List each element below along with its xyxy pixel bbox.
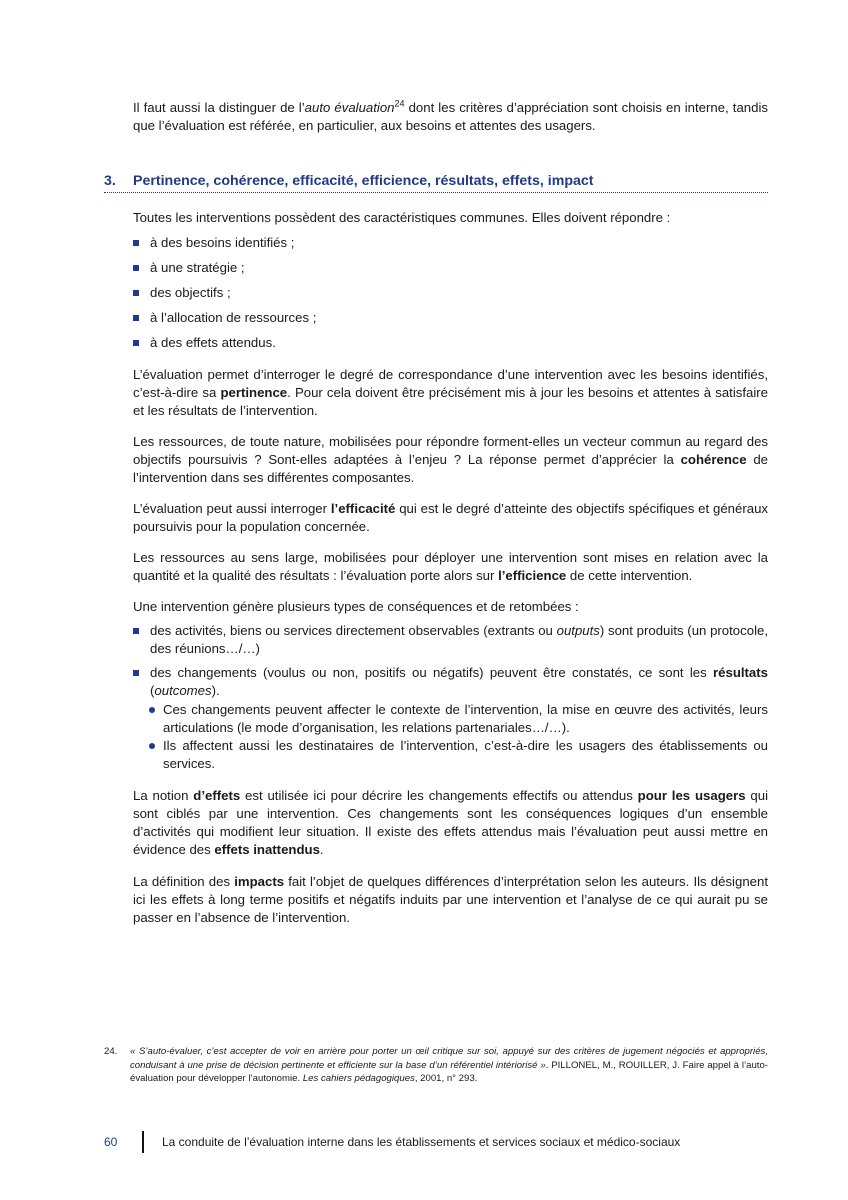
term-resultats: résultats [713,665,768,680]
list-item: à des besoins identifiés ; [133,234,768,252]
list-item: Ils affectent aussi les destinataires de l’intervention, c’est-à-dire les usagers des établissements ou services. [133,737,768,773]
footnote-text: « S’auto-évaluer, c’est accepter de voir en arrière pour porter un œil critique sur soi, appuyé sur des critères de jugement négociés et appropriés, conduisant à une prise de décision pertinente et efficiente sur la base d’un référentiel intériorisé ». PILLONEL, M., ROUILLER, J. Faire appel à l’auto-évaluation pour développer l’autonomie. Les cahiers pédagogiques, 2001, n° 293. [130,1046,768,1084]
list-item: Ces changements peuvent affecter le contexte de l’intervention, la mise en œuvre des activités, leurs articulations (le mode d’organisation, les relations partenariales…/…). [133,701,768,737]
term-efficacite: l’efficacité [330,501,396,516]
term-coherence: cohérence [680,452,747,467]
section-title: Pertinence, cohérence, efficacité, efficience, résultats, effets, impact [133,173,594,189]
square-bullet-icon [133,265,139,271]
requirements-list [133,234,768,352]
paragraph-characteristics: Toutes les interventions possèdent des caractéristiques communes. Elles doivent répondre : [133,210,671,225]
paragraph-consequences: Une intervention génère plusieurs types de conséquences et de retombées : [133,599,579,614]
term-effets-inattendus: effets inattendus [214,842,320,857]
intro-term-auto-evaluation: auto évaluation [304,100,395,115]
square-bullet-icon [133,670,139,676]
paragraph-efficience: Les ressources au sens large, mobilisées pour déployer une intervention sont mises en relation avec la quantité et la qualité des résultats : l’évaluation porte alors sur l’efficience de cette intervention. [133,550,768,583]
section-heading [104,173,768,193]
term-impacts: impacts [234,874,285,889]
page-footer [104,1130,768,1154]
list-item: à l’allocation de ressources ; [133,309,768,327]
intro-paragraph [133,99,768,135]
paragraph-coherence: Les ressources, de toute nature, mobilisées pour répondre forment-elles un vecteur commun au regard des objectifs poursuivis ? Sont-elles adaptées à l’enjeu ? La réponse permet d’apprécier la cohérence de l’intervention dans ses différentes composantes. [133,434,768,485]
term-effets: d’effets [193,788,241,803]
round-bullet-icon [149,743,155,749]
square-bullet-icon [133,340,139,346]
footer-title: La conduite de l’évaluation interne dans les établissements et services sociaux et médico-sociaux [162,1135,681,1149]
term-pertinence: pertinence [220,385,288,400]
term-efficience: l’efficience [498,568,567,583]
page-number: 60 [104,1135,118,1149]
square-bullet-icon [133,290,139,296]
square-bullet-icon [133,240,139,246]
paragraph-pertinence: L’évaluation permet d’interroger le degré de correspondance d’une intervention avec les besoins identifiés, c’est-à-dire sa pertinence. Pour cela doivent être précisément mis à jour les besoins et attentes à satisfaire et les résultats de l’intervention. [133,367,768,418]
footnote-reference[interactable]: 24 [394,98,405,109]
section-number: 3. [104,173,116,189]
round-bullet-icon [149,707,155,713]
footnote [104,1045,768,1086]
footer-divider [142,1131,144,1153]
paragraph-impacts: La définition des impacts fait l’objet de quelques différences d’interprétation selon les auteurs. Ils désignent ici les effets à long terme positifs et négatifs induits par une intervention et l’analyse de ce qui aurait pu se passer en l’absence de l’intervention. [133,874,768,925]
section-body [133,209,768,927]
list-item: à une stratégie ; [133,259,768,277]
intro-text-1: Il faut aussi la distinguer de l’ [133,100,305,115]
results-sublist [133,701,768,773]
paragraph-effets: La notion d’effets est utilisée ici pour décrire les changements effectifs ou attendus pour les usagers qui sont ciblés par une intervention. Ces changements sont les conséquences logiques d’un ensemble d’activités qui modifient leur situation. Il existe des effets attendus mais l’évaluation peut aussi mettre en évidence des effets inattendus. [133,788,768,857]
list-item: des activités, biens ou services directement observables (extrants ou outputs) sont produits (un protocole, des réunions…/…) [133,622,768,658]
intro-text-2: dont les critères d’appréciation sont choisis en interne, tandis que l’évaluation est référée, en particulier, aux besoins et attentes des usagers. [133,100,768,133]
list-item: des objectifs ; [133,284,768,302]
footnote-number: 24. [104,1046,118,1057]
paragraph-efficacite: L’évaluation peut aussi interroger l’efficacité qui est le degré d’atteinte des objectifs spécifiques et généraux poursuivis pour la population concernée. [133,501,768,534]
square-bullet-icon [133,628,139,634]
list-item: à des effets attendus. [133,334,768,352]
consequences-list [133,622,768,700]
square-bullet-icon [133,315,139,321]
list-item: des changements (voulus ou non, positifs ou négatifs) peuvent être constatés, ce sont les résultats (outcomes). [133,664,768,700]
